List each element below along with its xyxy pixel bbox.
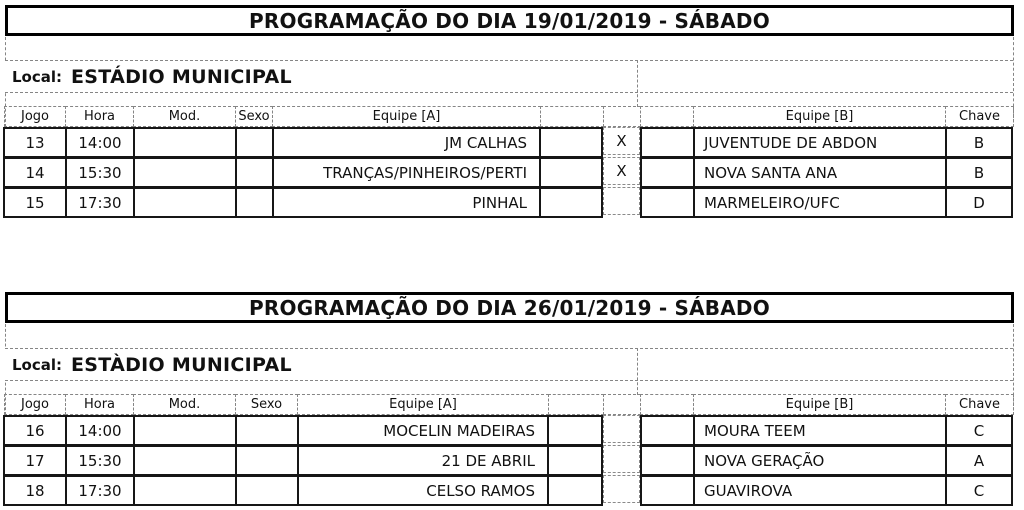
header-blank: [540, 106, 604, 127]
blank-cell: [642, 189, 693, 216]
local-row: [5, 348, 1013, 381]
equipe-a-cell: 21 DE ABRIL: [299, 447, 547, 474]
x-mark-cell: [603, 445, 640, 473]
header-row: [4, 394, 1014, 415]
hora-cell: 15:30: [67, 447, 133, 474]
header-blank: [640, 106, 694, 127]
chave-cell: C: [947, 417, 1011, 444]
x-mark-cell: X: [603, 127, 640, 155]
x-mark-cell: [603, 187, 640, 215]
mod-cell: [135, 189, 235, 216]
header-equipe-b: Equipe [B]: [693, 106, 946, 127]
chave-cell: A: [947, 447, 1011, 474]
jogo-cell: 16: [5, 417, 65, 444]
games-table-right: [640, 415, 1013, 506]
sexo-cell: [237, 477, 297, 504]
local-label: Local:: [12, 355, 63, 374]
schedule-title-bar: [5, 292, 1014, 323]
blank-cell: [642, 447, 693, 474]
local-value: ESTÁDIO MUNICIPAL: [71, 65, 292, 88]
games-table-right: [640, 127, 1013, 218]
blank-cell: [642, 477, 693, 504]
header-chave: Chave: [945, 394, 1014, 415]
schedule-title-bar: [5, 5, 1014, 36]
hora-cell: 14:00: [67, 129, 133, 156]
versus-column: [603, 415, 640, 505]
equipe-a-cell: PINHAL: [274, 189, 539, 216]
blank-cell: [541, 159, 601, 186]
x-mark-cell: [603, 415, 640, 443]
local-value: ESTÀDIO MUNICIPAL: [71, 353, 292, 376]
blank-cell: [549, 417, 601, 444]
schedule-title: PROGRAMAÇÃO DO DIA 19/01/2019 - SÁBADO: [249, 8, 770, 33]
mod-cell: [135, 129, 235, 156]
schedule-title: PROGRAMAÇÃO DO DIA 26/01/2019 - SÁBADO: [249, 295, 770, 320]
mod-cell: [135, 477, 235, 504]
blank-cell: [549, 447, 601, 474]
grid-dash-line-mid: [637, 348, 638, 395]
equipe-a-cell: JM CALHAS: [274, 129, 539, 156]
games-table-left: [3, 127, 603, 218]
equipe-b-cell: MOURA TEEM: [695, 417, 945, 444]
header-mod: Mod.: [133, 106, 236, 127]
equipe-b-cell: MARMELEIRO/UFC: [695, 189, 945, 216]
header-blank: [548, 394, 604, 415]
blank-cell: [541, 129, 601, 156]
hora-cell: 17:30: [67, 189, 133, 216]
blank-cell: [642, 129, 693, 156]
header-mod: Mod.: [133, 394, 236, 415]
local-row: [5, 60, 1013, 93]
header-sexo: Sexo: [235, 106, 273, 127]
sexo-cell: [237, 189, 272, 216]
local-label: Local:: [12, 67, 63, 86]
blank-cell: [642, 417, 693, 444]
chave-cell: C: [947, 477, 1011, 504]
mod-cell: [135, 159, 235, 186]
equipe-a-cell: CELSO RAMOS: [299, 477, 547, 504]
equipe-a-cell: TRANÇAS/PINHEIROS/PERTI: [274, 159, 539, 186]
mod-cell: [135, 417, 235, 444]
header-equipe-b: Equipe [B]: [693, 394, 946, 415]
x-mark-cell: X: [603, 157, 640, 185]
chave-cell: B: [947, 159, 1011, 186]
chave-cell: D: [947, 189, 1011, 216]
header-sexo: Sexo: [235, 394, 298, 415]
grid-dash-line-mid: [637, 60, 638, 107]
equipe-a-cell: MOCELIN MADEIRAS: [299, 417, 547, 444]
mod-cell: [135, 447, 235, 474]
jogo-cell: 17: [5, 447, 65, 474]
header-chave: Chave: [945, 106, 1014, 127]
x-mark-cell: [603, 475, 640, 503]
hora-cell: 15:30: [67, 159, 133, 186]
equipe-b-cell: NOVA GERAÇÃO: [695, 447, 945, 474]
header-blank: [603, 394, 641, 415]
games-table-left: [3, 415, 603, 506]
header-equipe-a: Equipe [A]: [272, 106, 541, 127]
hora-cell: 17:30: [67, 477, 133, 504]
sexo-cell: [237, 417, 297, 444]
header-hora: Hora: [65, 106, 134, 127]
hora-cell: 14:00: [67, 417, 133, 444]
sexo-cell: [237, 129, 272, 156]
versus-column: [603, 127, 640, 217]
blank-cell: [642, 159, 693, 186]
jogo-cell: 13: [5, 129, 65, 156]
equipe-b-cell: GUAVIROVA: [695, 477, 945, 504]
jogo-cell: 14: [5, 159, 65, 186]
header-equipe-a: Equipe [A]: [297, 394, 549, 415]
header-jogo: Jogo: [4, 106, 66, 127]
sexo-cell: [237, 447, 297, 474]
header-jogo: Jogo: [4, 394, 66, 415]
header-hora: Hora: [65, 394, 134, 415]
equipe-b-cell: JUVENTUDE DE ABDON: [695, 129, 945, 156]
equipe-b-cell: NOVA SANTA ANA: [695, 159, 945, 186]
header-blank: [640, 394, 694, 415]
jogo-cell: 18: [5, 477, 65, 504]
header-blank: [603, 106, 641, 127]
chave-cell: B: [947, 129, 1011, 156]
sexo-cell: [237, 159, 272, 186]
blank-cell: [549, 477, 601, 504]
jogo-cell: 15: [5, 189, 65, 216]
header-row: [4, 106, 1014, 127]
blank-cell: [541, 189, 601, 216]
